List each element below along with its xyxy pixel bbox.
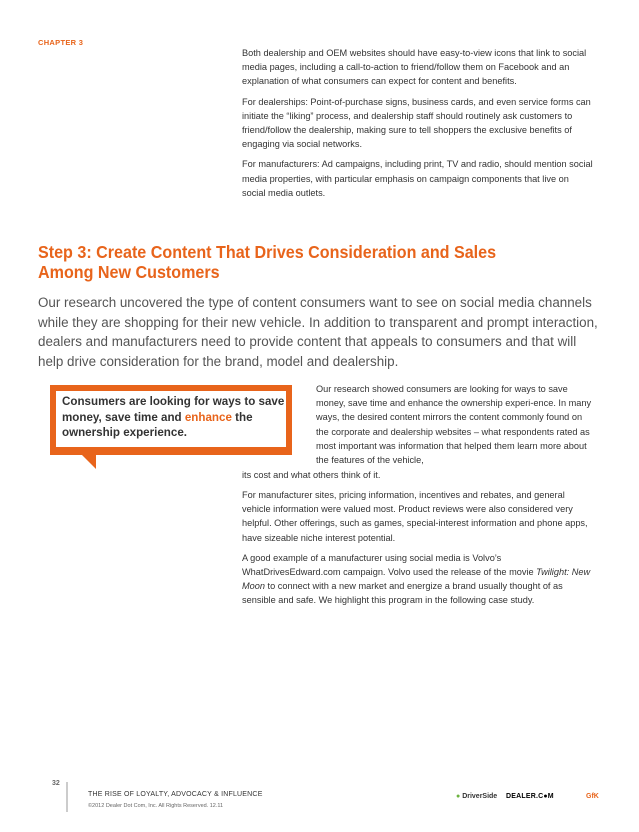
intro-paragraph: Our research uncovered the type of content consumers want to see on social media channels while they are shopping for their new vehicle. In addition to transparent and prompt interaction, dealers and manufacturers need to provide content that appeals to consumers and that will help drive consideration for the brand, model and dealership. [38, 295, 598, 369]
callout-quote-part2: the ownership experience. [62, 410, 253, 439]
callout-quote-part1: Consumers are looking for ways to save money, save time and [62, 395, 285, 424]
section-heading-line2: Among New Customers [38, 261, 220, 282]
paragraph-volvo-example [242, 551, 594, 608]
footer-divider [66, 782, 68, 812]
footer-copyright: ©2012 Dealer Dot Com, Inc. All Rights Reserved. 12.11 [88, 803, 224, 809]
research-paragraph: Our research showed consumers are looking for ways to save money, save time and enhance the ownership experi-ence. In many ways, the desired content mirrors the content commonly found on the corporate and dealership websites – what respondents rated as most important was information that helped them learn more about the features of the vehicle, [316, 384, 592, 466]
lower-text-column [242, 488, 594, 614]
footer-title: THE RISE OF LOYALTY, ADVOCACY & INFLUENCE [88, 791, 263, 798]
paragraph-websites: Both dealership and OEM websites should have easy-to-view icons that link to social media pages, including a call-to-action to friend/follow them on Facebook and an explanation of what consumers can expect for content and benefits. [242, 48, 587, 87]
callout-quote-highlight: enhance [184, 410, 232, 424]
callout-tail [82, 455, 96, 469]
section-heading [38, 243, 553, 282]
paragraph-dealerships: For dealerships: Point-of-purchase signs, business cards, and even service forms can initiate the “liking” process, and dealership staff should routinely ask customers to friend/follow the dealership, making sure to tell shoppers the exclusive benefits of engaging via social networks. [242, 96, 591, 150]
chapter-label: CHAPTER 3 [38, 38, 84, 47]
gfk-logo: GfK [586, 793, 599, 800]
volvo-text-part1: A good example of a manufacturer using social media is Volvo’s WhatDrivesEdward.com campaign. Volvo used the release of the movie [242, 552, 537, 578]
driverside-logo [456, 793, 497, 800]
driverside-logo-text: DriverSide [462, 793, 498, 800]
page-number: 32 [52, 780, 60, 787]
section-heading-line1: Step 3: Create Content That Drives Consideration and Sales [38, 242, 497, 262]
driverside-mark-icon: ● [456, 793, 461, 800]
callout-quote [62, 394, 292, 441]
volvo-text-part2: to connect with a new market and energize a brand usually thought of as sensible and safe. We highlight this program in the following case study. [242, 581, 563, 606]
top-text-column [242, 46, 594, 206]
paragraph-manufacturers: For manufacturers: Ad campaigns, including print, TV and radio, should mention social media properties, with particular emphasis on campaign components that live on social media outlets. [242, 159, 593, 198]
dealercom-logo: DEALER.C●M [506, 793, 554, 800]
research-paragraph-end: its cost and what others think of it. [242, 470, 381, 480]
paragraph-manufacturer-sites: For manufacturer sites, pricing information, incentives and rebates, and general vehicle information were valued most. Product reviews were also considered very helpful. Other offerings, such as games, special-interest information and phone apps, have sizeable niche interest potential. [242, 490, 588, 543]
movie-title: Twilight: New Moon [242, 567, 591, 592]
